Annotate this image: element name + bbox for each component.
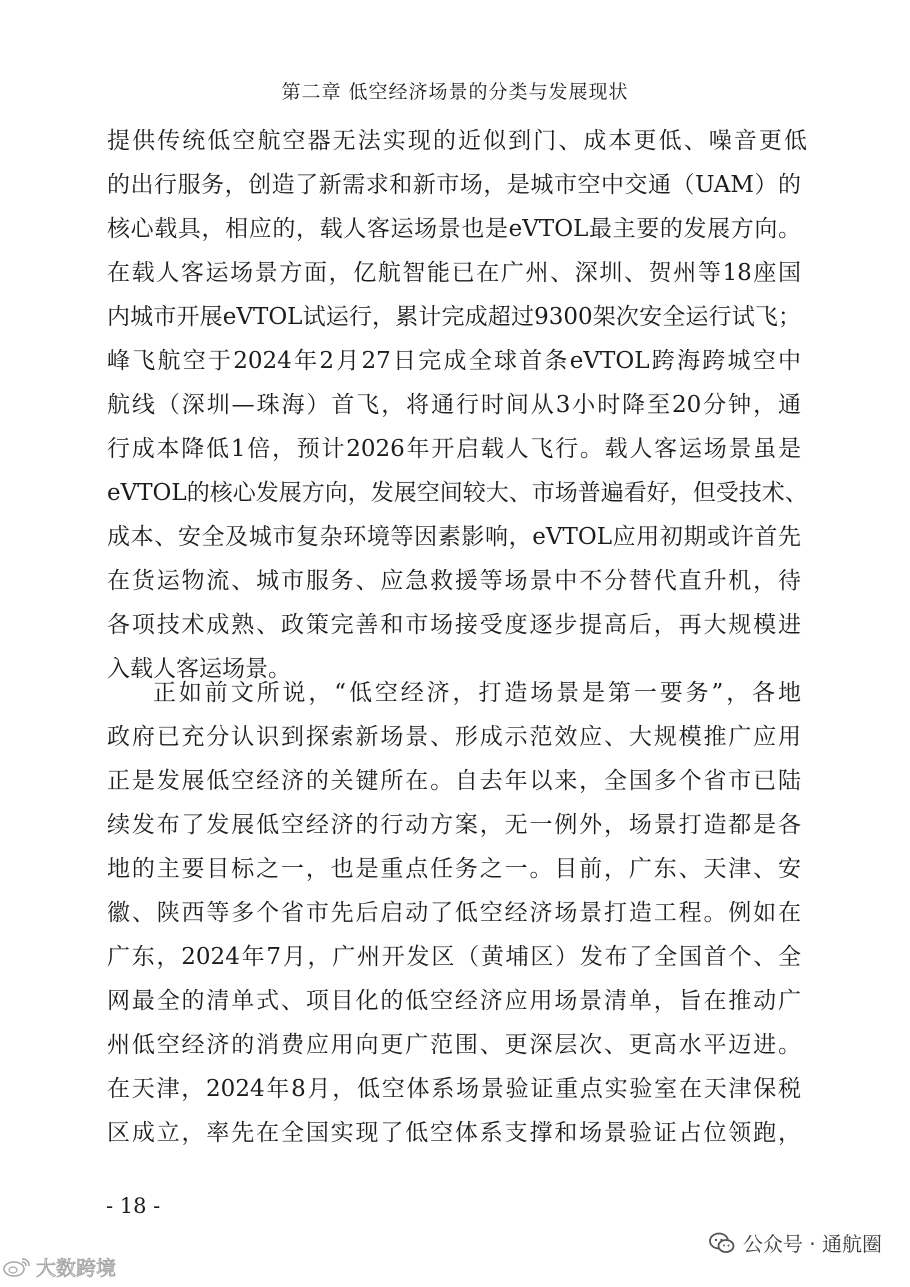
text-line: 区成立，率先在全国实现了低空体系支撑和场景验证占位领跑， bbox=[107, 1120, 801, 1146]
text-line: 正如前文所说，“低空经济，打造场景是第一要务”，各地 bbox=[153, 680, 801, 706]
text-line: 成本、安全及城市复杂环境等因素影响，eVTOL应用初期或许首先 bbox=[107, 524, 801, 550]
text-line: 在货运物流、城市服务、应急救援等场景中不分替代直升机，待 bbox=[107, 568, 801, 594]
text-line: 正是发展低空经济的关键所在。自去年以来，全国多个省市已陆 bbox=[107, 768, 801, 794]
text-line: 政府已充分认识到探索新场景、形成示范效应、大规模推广应用 bbox=[107, 724, 801, 750]
wechat-icon bbox=[709, 1231, 735, 1255]
text-line: 的出行服务，创造了新需求和新市场，是城市空中交通（UAM）的 bbox=[107, 172, 801, 198]
wechat-watermark bbox=[709, 1228, 882, 1257]
text-line: eVTOL的核心发展方向，发展空间较大、市场普遍看好，但受技术、 bbox=[107, 480, 808, 506]
text-line: 航线（深圳—珠海）首飞，将通行时间从3小时降至20分钟，通 bbox=[107, 392, 801, 418]
text-line: 在天津，2024年8月，低空体系场景验证重点实验室在天津保税 bbox=[107, 1076, 801, 1102]
text-line: 州低空经济的消费应用向更广范围、更深层次、更高水平迈进。 bbox=[107, 1032, 801, 1058]
weibo-watermark bbox=[2, 1252, 116, 1281]
weibo-watermark-text: 大数跨境 bbox=[36, 1256, 116, 1280]
text-line: 入载人客运场景。 bbox=[107, 656, 291, 682]
text-line: 在载人客运场景方面，亿航智能已在广州、深圳、贺州等18座国 bbox=[107, 260, 801, 286]
page-number: - 18 - bbox=[106, 1194, 161, 1218]
text-line: 地的主要目标之一，也是重点任务之一。目前，广东、天津、安 bbox=[107, 856, 801, 882]
text-line: 广东，2024年7月，广州开发区（黄埔区）发布了全国首个、全 bbox=[107, 944, 801, 970]
text-line: 各项技术成熟、政策完善和市场接受度逐步提高后，再大规模进 bbox=[107, 612, 801, 638]
text-line: 续发布了发展低空经济的行动方案，无一例外，场景打造都是各 bbox=[107, 812, 801, 838]
text-line: 徽、陕西等多个省市先后启动了低空经济场景打造工程。例如在 bbox=[107, 900, 801, 926]
text-line: 提供传统低空航空器无法实现的近似到门、成本更低、噪音更低 bbox=[107, 128, 807, 154]
text-line: 核心载具，相应的，载人客运场景也是eVTOL最主要的发展方向。 bbox=[107, 216, 801, 242]
text-line: 网最全的清单式、项目化的低空经济应用场景清单，旨在推动广 bbox=[107, 988, 801, 1014]
weibo-icon bbox=[2, 1256, 32, 1278]
text-line: 峰飞航空于2024年2月27日完成全球首条eVTOL跨海跨城空中 bbox=[107, 348, 801, 374]
text-line: 内城市开展eVTOL试运行，累计完成超过9300架次安全运行试飞； bbox=[107, 304, 801, 330]
wechat-watermark-text: 公众号 · 通航圈 bbox=[742, 1232, 882, 1256]
chapter-header: 第二章 低空经济场景的分类与发展现状 bbox=[281, 81, 629, 103]
text-line: 行成本降低1倍，预计2026年开启载人飞行。载人客运场景虽是 bbox=[107, 436, 801, 462]
